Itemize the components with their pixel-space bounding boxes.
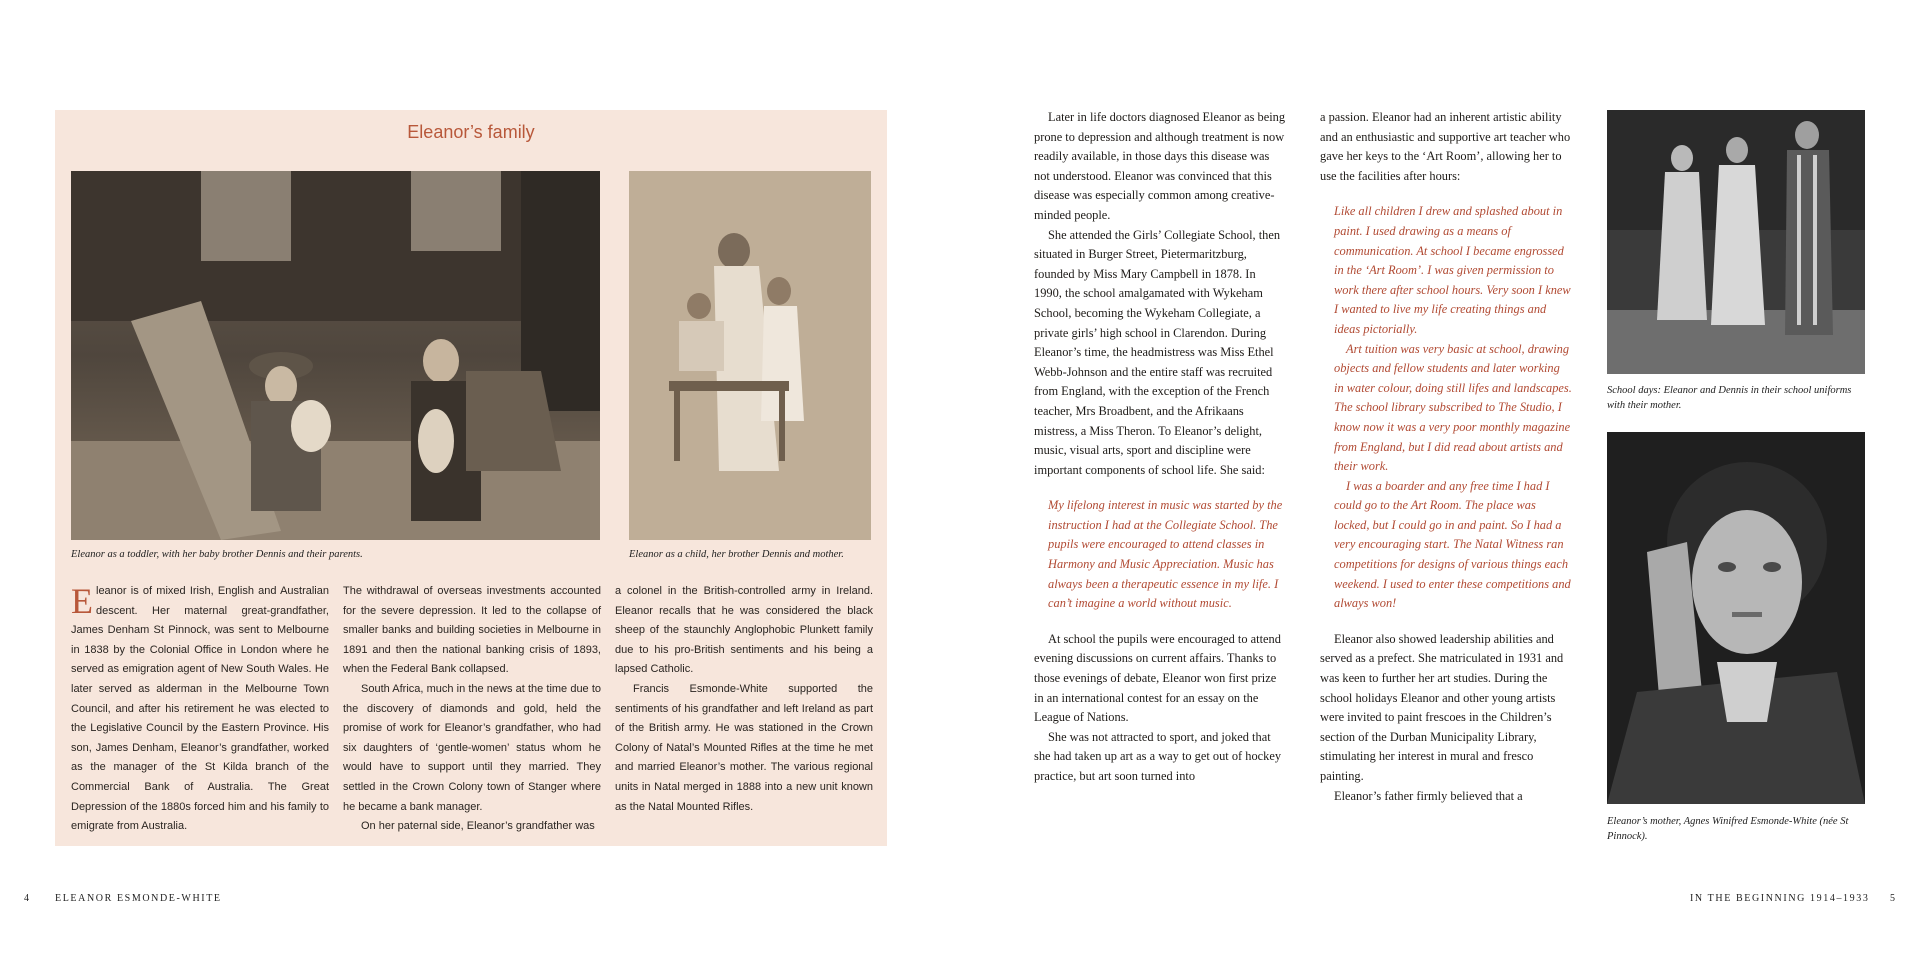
drop-cap: E <box>71 581 93 621</box>
sidebar-col3-paragraph-1: a colonel in the British-controlled army in Ireland. Eleanor recalls that he was considered the black sheep of the staunchly Anglophobic Plunkett family due to his pro-British sentiments and his being a lapsed Catholic. <box>615 585 873 676</box>
quote-art <box>1334 202 1572 613</box>
sidebar-title: Eleanor’s family <box>407 122 535 142</box>
sidebar-col2-paragraph-3: On her paternal side, Eleanor’s grandfather was <box>361 820 595 833</box>
left-running-head: ELEANOR ESMONDE-WHITE <box>55 893 222 904</box>
sidebar-col2-paragraph-2: South Africa, much in the news at the time due to the discovery of diamonds and gold, held the promise of work for Eleanor’s grandfather, who had six daughters of ‘gentle-women’ status whom he would have to support until they married. They settled in the Crown Colony town of Stanger where he became a bank manager. <box>343 682 601 813</box>
photo-caption-mother-children: Eleanor as a child, her brother Dennis and mother. <box>629 549 844 560</box>
quote-music <box>1048 496 1286 614</box>
body-paragraph: Eleanor’s father firmly believed that a <box>1334 788 1523 803</box>
body-paragraph: a passion. Eleanor had an inherent artistic ability and an enthusiastic and supportive art teacher who gave her keys to the ‘Art Room’, allowing her to use the facilities after hours: <box>1320 110 1571 183</box>
right-running-head: IN THE BEGINNING 1914–1933 <box>1690 893 1870 904</box>
family-photo-parents <box>71 171 600 540</box>
body-paragraph: She attended the Girls’ Collegiate School, then situated in Burger Street, Pietermaritzburg, founded by Miss Mary Campbell in 1878. In 1990, the school amalgamated with Wykeham School, becoming the Wykeham Collegiate, a private girls’ high school in Clarendon. During Eleanor’s time, the headmistress was Miss Ethel Webb-Johnson and the entire staff was recruited from England, with the exception of the French teacher, Mrs Broadbent, and the Afrikaans mistress, a Miss Theron. To Eleanor’s delight, music, visual arts, sport and discipline were important components of school life. She said: <box>1034 227 1281 477</box>
sidebar-column-1 <box>71 582 329 837</box>
sidebar-column-3 <box>615 582 873 817</box>
quote-text: My lifelong interest in music was started by the instruction I had at the Collegiate School. The pupils were encouraged to attend classes in Harmony and Music Appreciation. Music has always been a therapeutic essence in my life. I can’t imagine a world without music. <box>1048 498 1283 611</box>
photo-mother-portrait <box>1607 432 1865 804</box>
quote-text: I was a boarder and any free time I had I could go to the Art Room. The place was locked, but I could go in and paint. So I had a very encouraging start. The Natal Witness ran competitions for designs of various things each weekend. I used to enter these competitions and always won! <box>1334 478 1571 611</box>
left-page-number: 4 <box>24 893 31 904</box>
family-photo-mother-children <box>629 171 871 540</box>
quote-text: Art tuition was very basic at school, drawing objects and fellow students and later working in water colour, doing still lifes and landscapes. The school library subscribed to The Studio, I know now it was a very poor monthly magazine from England, but I did read about artists and their work. <box>1334 341 1572 474</box>
right-page-number: 5 <box>1890 893 1897 904</box>
photo-school-days <box>1607 110 1865 374</box>
photo-caption-school-days: School days: Eleanor and Dennis in their school uniforms with their mother. <box>1607 385 1852 411</box>
quote-text: Like all children I drew and splashed about in paint. I used drawing as a means of communication. At school I became engrossed in the ‘Art Room’. I was given permission to work there after school hours. Very soon I knew I wanted to live my life creating things and ideas pictorially. <box>1334 204 1571 336</box>
sidebar-column-2 <box>343 582 601 837</box>
body-paragraph: She was not attracted to sport, and joked that she had taken up art as a way to get out of hockey practice, but art soon turned into <box>1034 729 1282 783</box>
right-column-1 <box>1034 108 1286 787</box>
sidebar-col1-paragraph: leanor is of mixed Irish, English and Australian descent. Her maternal great-grandfather, James Denham St Pinnock, was sent to Melbourne in 1838 by the Colonial Office in London where he served as emigration agent of New South Wales. He later served as alderman in the Melbourne Town Council, and after his retirement he was elected to the Legislative Council by the Eastern Province. His son, James Denham, Eleanor’s grandfather, worked as the manager of the St Kilda branch of the Commercial Bank of Australia. The Great Depression of the 1880s forced him and his family to emigrate from Australia. <box>71 585 329 833</box>
body-paragraph: Eleanor also showed leadership abilities and served as a prefect. She matriculated in 1931 and was keen to further her art studies. During the school holidays Eleanor and other young artists were invited to paint frescoes in the Children’s section of the Durban Municipality Library, stimulating her interest in mural and fresco painting. <box>1320 631 1564 783</box>
photo-caption-mother: Eleanor’s mother, Agnes Winifred Esmonde-White (née St Pinnock). <box>1607 816 1849 842</box>
body-paragraph: Later in life doctors diagnosed Eleanor as being prone to depression and although treatment is now readily available, in those days this disease was not understood. Eleanor was convinced that this disease was especially common among creative-minded people. <box>1034 110 1286 222</box>
sidebar-col2-paragraph-1: The withdrawal of overseas investments accounted for the severe depression. It led to the collapse of smaller banks and building societies in Melbourne in 1891 and then the national banking crisis of 1893, when the Federal Bank collapsed. <box>343 585 601 676</box>
right-column-2 <box>1320 108 1572 806</box>
body-paragraph: At school the pupils were encouraged to attend evening discussions on current affairs. Thanks to those evenings of debate, Eleanor won first prize in an international contest for an essay on the League of Nations. <box>1034 631 1281 725</box>
sidebar-col3-paragraph-2: Francis Esmonde-White supported the sentiments of his grandfather and left Ireland as part of the British army. He was stationed in the Crown Colony of Natal’s Mounted Rifles at the time he met and married Eleanor’s mother. The various regional units in Natal merged in 1888 into a new unit known as the Natal Mounted Rifles. <box>615 682 873 813</box>
family-sidebar <box>55 110 887 846</box>
photo-caption-parents: Eleanor as a toddler, with her baby brother Dennis and their parents. <box>71 549 363 560</box>
